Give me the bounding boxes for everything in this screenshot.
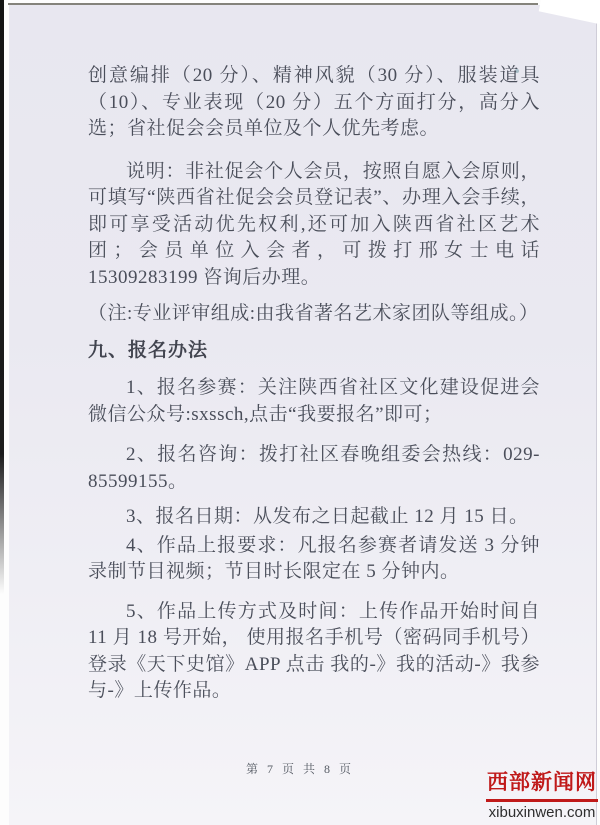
paragraph-membership-note: 说明：非社促会个人会员，按照自愿入会原则，可填写“陕西省社促会会员登记表”、办理入会手续，即可享受活动优先权利,还可加入陕西省社区艺术团；会员单位入会者，可拨打邢女士电话 15309283199 咨询后办理。: [88, 160, 540, 288]
news-site-watermark: [486, 766, 598, 821]
document-body: [88, 63, 540, 705]
section-heading-registration: 九、报名办法: [88, 339, 209, 361]
list-item-3-deadline: 3、报名日期：从发布之日起截止 12 月 15 日。: [126, 506, 529, 527]
scan-edge-left-strip: [0, 0, 4, 825]
watermark-site-name: 西部新闻网: [486, 766, 598, 802]
page-number-footer: 第 7 页 共 8 页: [245, 762, 354, 776]
watermark-site-url: xibuxinwen.com: [488, 804, 596, 821]
list-item-2-hotline: 2、报名咨询：拨打社区春晚组委会热线：029-85599155。: [88, 444, 540, 492]
list-item-1-signup: 1、报名参赛：关注陕西省社区文化建设促进会微信公众号:sxssch,点击“我要报名”即可；: [88, 377, 540, 425]
paragraph-scoring-criteria: 创意编排（20 分）、精神风貌（30 分）、服装道具（10）、专业表现（20 分）五个方面打分，高分入选；省社促会会员单位及个人优先考虑。: [88, 65, 540, 139]
list-item-4-video-rules: 4、作品上报要求：凡报名参赛者请发送 3 分钟录制节目视频；节目时长限定在 5 分钟内。: [88, 534, 540, 582]
paragraph-jury-note: （注:专业评审组成:由我省著名艺术家团队等组成。）: [88, 303, 539, 324]
scan-edge-top-line: [8, 3, 538, 5]
scan-edge-right-line: [596, 6, 597, 825]
list-item-5-upload: 5、作品上传方式及时间：上传作品开始时间自 11 月 18 号开始， 使用报名手机号（密码同手机号）登录《天下史馆》APP 点击 我的-》我的活动-》我参与-》上传作品。: [88, 600, 540, 701]
